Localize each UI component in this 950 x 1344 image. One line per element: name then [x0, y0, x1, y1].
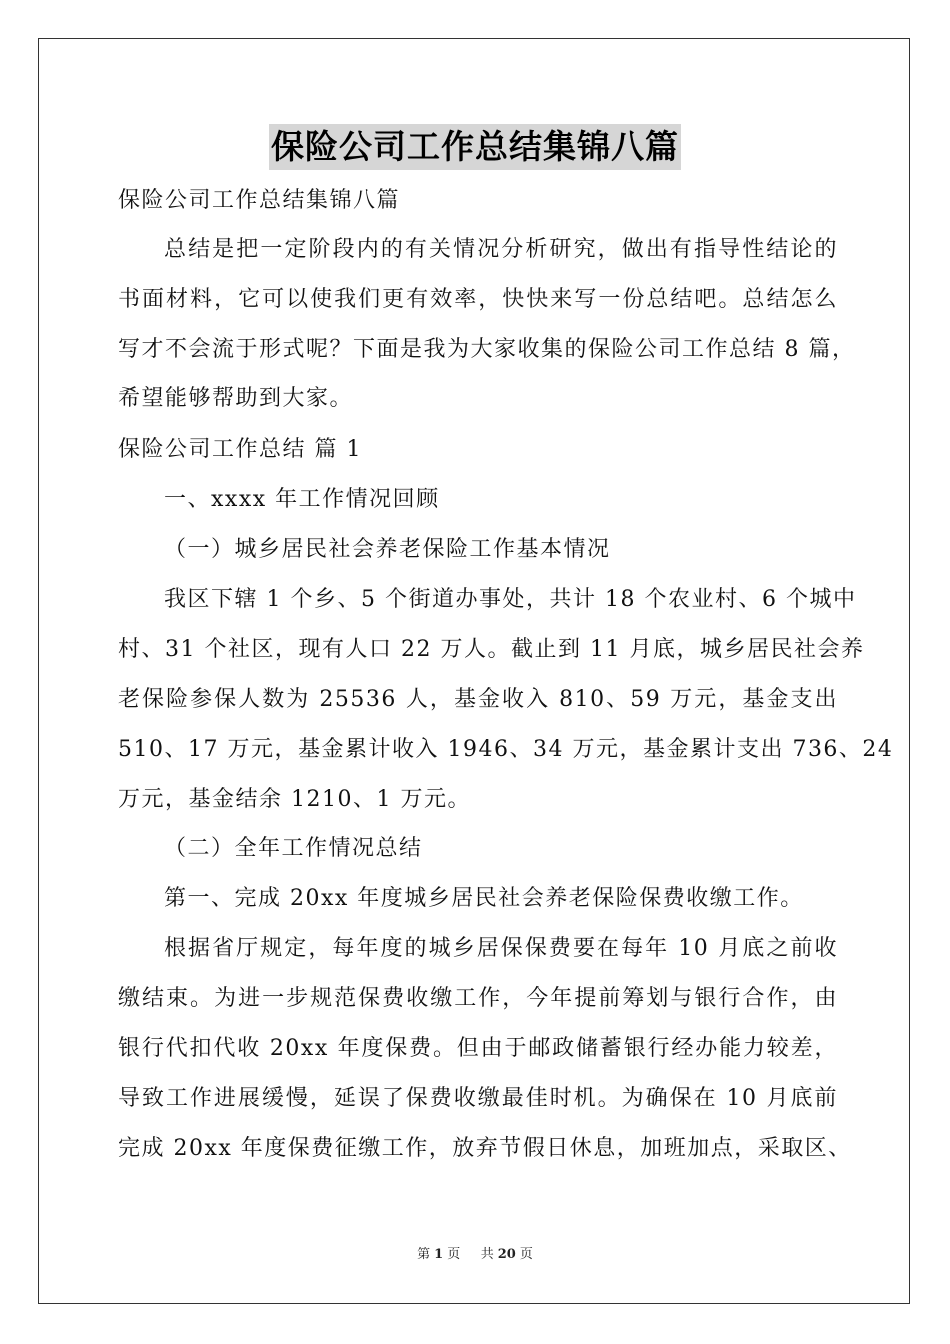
total-unit: 页	[519, 1247, 533, 1262]
heading-level-2: （一）城乡居民社会养老保险工作基本情况	[164, 537, 611, 562]
heading-level-1: 一、xxxx 年工作情况回顾	[164, 487, 440, 512]
total-prefix: 共	[480, 1247, 494, 1262]
paragraph-line: 完成 20xx 年度保费征缴工作，放弃节假日休息，加班加点，采取区、	[118, 1136, 852, 1161]
paragraph-line: 510、17 万元，基金累计收入 1946、34 万元，基金累计支出 736、24	[118, 737, 894, 762]
paragraph-line: 村、31 个社区，现有人口 22 万人。截止到 11 月底，城乡居民社会养	[118, 637, 865, 662]
subtitle-line: 保险公司工作总结集锦八篇	[118, 188, 401, 213]
paragraph-line: 希望能够帮助到大家。	[118, 386, 354, 411]
page-total: 20	[497, 1247, 516, 1262]
paragraph-line: 第一、完成 20xx 年度城乡居民社会养老保险保费收缴工作。	[164, 886, 804, 911]
paragraph-line: 写才不会流于形式呢？下面是我为大家收集的保险公司工作总结 8 篇，	[118, 337, 856, 362]
section-heading: 保险公司工作总结 篇 1	[118, 437, 362, 462]
paragraph-line: 导致工作进展缓慢，延误了保费收缴最佳时机。为确保在 10 月底前	[118, 1086, 838, 1111]
page-unit: 页	[447, 1247, 461, 1262]
paragraph-line: 根据省厅规定，每年度的城乡居保保费要在每年 10 月底之前收	[164, 936, 838, 961]
paragraph-line: 银行代扣代收 20xx 年度保费。但由于邮政储蓄银行经办能力较差，	[118, 1036, 838, 1061]
page-prefix: 第	[417, 1247, 431, 1262]
paragraph-line: 我区下辖 1 个乡、5 个街道办事处，共计 18 个农业村、6 个城中	[164, 587, 857, 612]
paragraph-line: 书面材料，它可以使我们更有效率，快快来写一份总结吧。总结怎么	[118, 287, 838, 312]
title-container	[0, 124, 950, 170]
heading-level-2: （二）全年工作情况总结	[164, 836, 423, 861]
paragraph-line: 缴结束。为进一步规范保费收缴工作，今年提前筹划与银行合作，由	[118, 986, 838, 1011]
page-footer	[0, 1246, 950, 1264]
paragraph-line: 万元，基金结余 1210、1 万元。	[118, 787, 471, 812]
paragraph-line: 老保险参保人数为 25536 人，基金收入 810、59 万元，基金支出	[118, 687, 838, 712]
paragraph-line: 总结是把一定阶段内的有关情况分析研究，做出有指导性结论的	[164, 237, 838, 262]
document-title: 保险公司工作总结集锦八篇	[269, 124, 681, 170]
page-current: 1	[434, 1247, 444, 1262]
page-border	[38, 38, 910, 1304]
